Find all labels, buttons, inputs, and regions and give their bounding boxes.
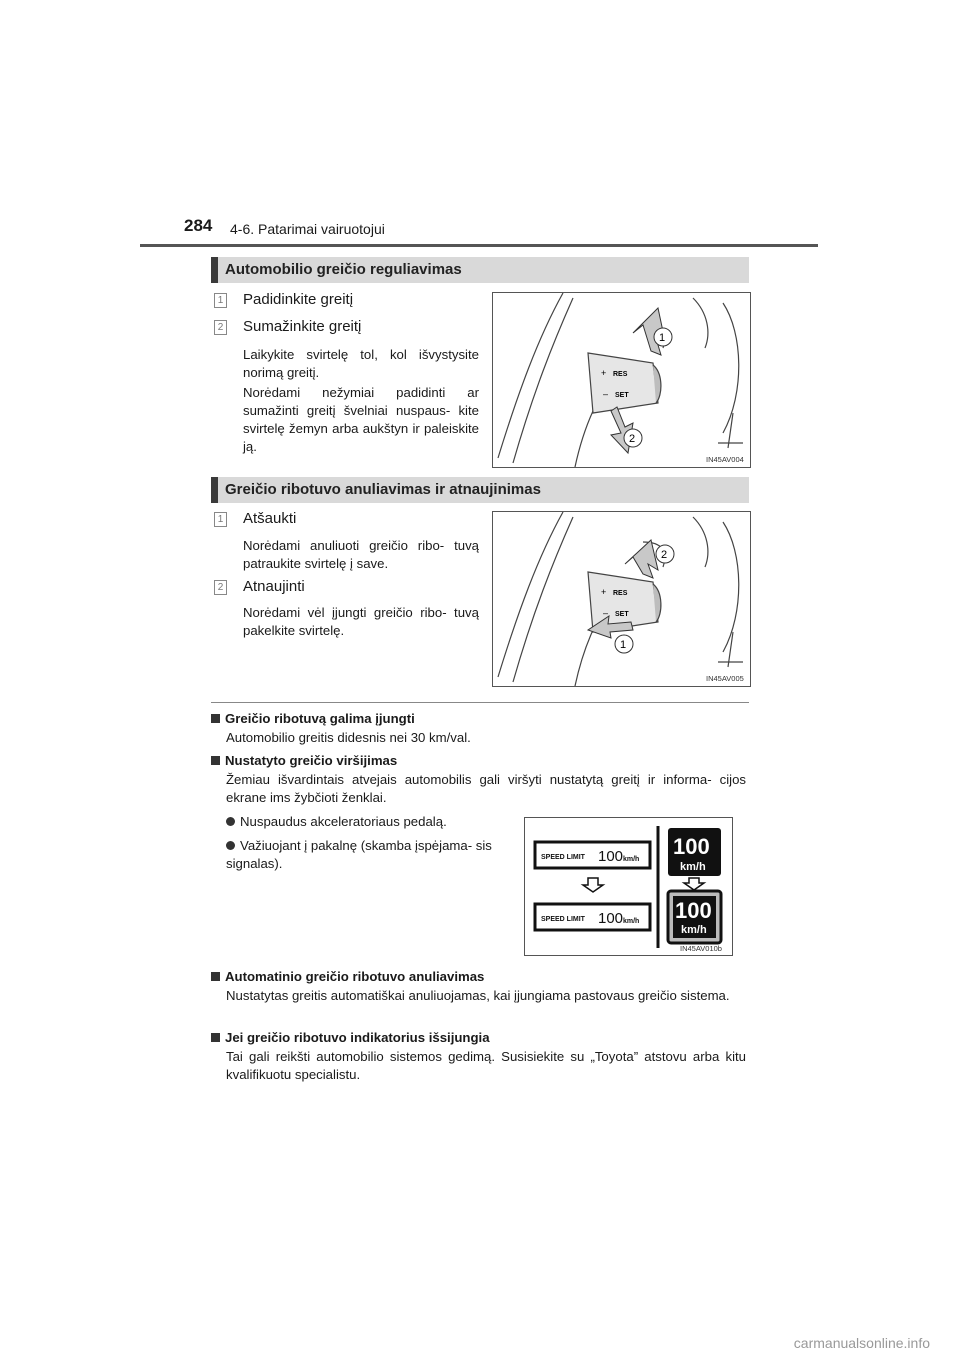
- badge-speed-value: 100: [673, 834, 710, 859]
- note-heading: [211, 969, 484, 984]
- item-label-resume: Atnaujinti: [243, 578, 305, 595]
- section-marker: [211, 257, 218, 283]
- arrow-down-outline-icon: [684, 878, 704, 890]
- note-heading-text: Jei greičio ribotuvo indikatorius išsijungia: [225, 1030, 490, 1045]
- badge-unit: km/h: [681, 924, 707, 936]
- instruction-paragraph: Norėdami anuliuoti greičio ribo- tuvą patraukite svirtelę į save.: [243, 538, 479, 571]
- lever-set: SET: [615, 392, 629, 399]
- lever-res: RES: [613, 371, 628, 378]
- instruction-paragraph: Laikykite svirtelę tol, kol išvystysite norimą greitį.: [243, 347, 479, 380]
- bullet-text: Nuspaudus akceleratoriaus pedalą.: [240, 814, 447, 829]
- note-heading-text: Greičio ribotuvą galima įjungti: [225, 711, 415, 726]
- note-heading-text: Automatinio greičio ribotuvo anuliavimas: [225, 969, 485, 984]
- lever-res: RES: [613, 590, 628, 597]
- speed-limit-label: SPEED LIMIT: [541, 916, 585, 923]
- image-caption: IN45AV005: [706, 674, 744, 683]
- display-drawing-icon: [525, 818, 732, 955]
- callout-number: 2: [629, 433, 636, 445]
- speed-limit-unit: km/h: [623, 918, 640, 925]
- item-label-increase: Padidinkite greitį: [243, 291, 354, 308]
- speed-limit-label: SPEED LIMIT: [541, 854, 585, 861]
- chapter-title: 4-6. Patarimai vairuotojui: [230, 221, 385, 237]
- speed-limit-value: 100: [598, 848, 624, 865]
- round-bullet-icon: [226, 841, 235, 850]
- section-heading-speed-control: [211, 257, 749, 283]
- section-marker: [211, 477, 218, 503]
- callout-number: 2: [661, 549, 668, 561]
- lever-minus: –: [603, 389, 609, 399]
- watermark: carmanualsonline.info: [793, 1335, 930, 1351]
- bullet-item: [226, 837, 506, 873]
- lever-drawing-icon: [493, 512, 750, 686]
- note-text: Nustatytas greitis automatiškai anuliuojamas, kai įjungiama pastovaus greičio sistema.: [226, 988, 730, 1003]
- note-heading-text: Nustatyto greičio viršijimas: [225, 753, 398, 768]
- note-heading: [211, 711, 415, 726]
- lever-set: SET: [615, 611, 629, 618]
- section-separator: [211, 702, 749, 703]
- square-bullet-icon: [211, 972, 220, 981]
- instruction-paragraph: Norėdami vėl įjungti greičio ribo- tuvą pakelkite svirtelę.: [243, 605, 479, 638]
- callout-number: 1: [620, 639, 627, 651]
- section-title: Automobilio greičio reguliavimas: [225, 261, 462, 278]
- item-label-cancel: Atšaukti: [243, 510, 297, 527]
- square-bullet-icon: [211, 714, 220, 723]
- arrow-down-outline-icon: [583, 878, 603, 892]
- note-heading: [211, 1030, 490, 1045]
- badge-unit: km/h: [680, 861, 706, 873]
- bullet-item: [226, 813, 506, 831]
- display-illustration: [524, 817, 733, 956]
- round-bullet-icon: [226, 817, 235, 826]
- speed-limit-unit: km/h: [623, 856, 640, 863]
- lever-minus: –: [603, 608, 609, 618]
- item-label-decrease: Sumažinkite greitį: [243, 318, 362, 335]
- lever-drawing-icon: [493, 293, 750, 467]
- callout-number: 1: [659, 332, 666, 344]
- arrow-up-icon: [625, 540, 658, 578]
- header-rule: [140, 244, 818, 247]
- square-bullet-icon: [211, 1033, 220, 1042]
- note-text: Tai gali reikšti automobilio sistemos gedimą. Susisiekite su „Toyota” atstovu arba kitu kvalifikuotu specialistu.: [226, 1049, 746, 1082]
- note-heading: [211, 753, 397, 768]
- lever-illustration-1: [492, 292, 751, 468]
- item-number: 1: [214, 293, 227, 308]
- lever-plus: +: [601, 587, 607, 597]
- note-text: Automobilio greitis didesnis nei 30 km/val.: [226, 730, 471, 745]
- section-heading-limiter: [211, 477, 749, 503]
- image-caption: IN45AV004: [706, 455, 744, 464]
- image-caption: IN45AV010b: [680, 944, 722, 953]
- square-bullet-icon: [211, 756, 220, 765]
- note-text: Žemiau išvardintais atvejais automobilis gali viršyti nustatytą greitį ir informa- cijos ekrane ims žybčioti ženklai.: [226, 772, 746, 805]
- lever-plus: +: [601, 368, 607, 378]
- badge-speed-value: 100: [675, 898, 712, 923]
- bullet-text: Važiuojant į pakalnę (skamba įspėjama- sis signalas).: [226, 838, 492, 871]
- item-number: 1: [214, 512, 227, 527]
- item-number: 2: [214, 320, 227, 335]
- section-title: Greičio ribotuvo anuliavimas ir atnaujinimas: [225, 481, 541, 498]
- instruction-paragraph: Norėdami nežymiai padidinti ar sumažinti greitį švelniai nuspaus- kite svirtelę žemyn arba aukštyn ir paleiskite ją.: [243, 385, 479, 454]
- speed-limit-value: 100: [598, 910, 624, 927]
- item-number: 2: [214, 580, 227, 595]
- lever-illustration-2: [492, 511, 751, 687]
- page-number: 284: [184, 216, 213, 235]
